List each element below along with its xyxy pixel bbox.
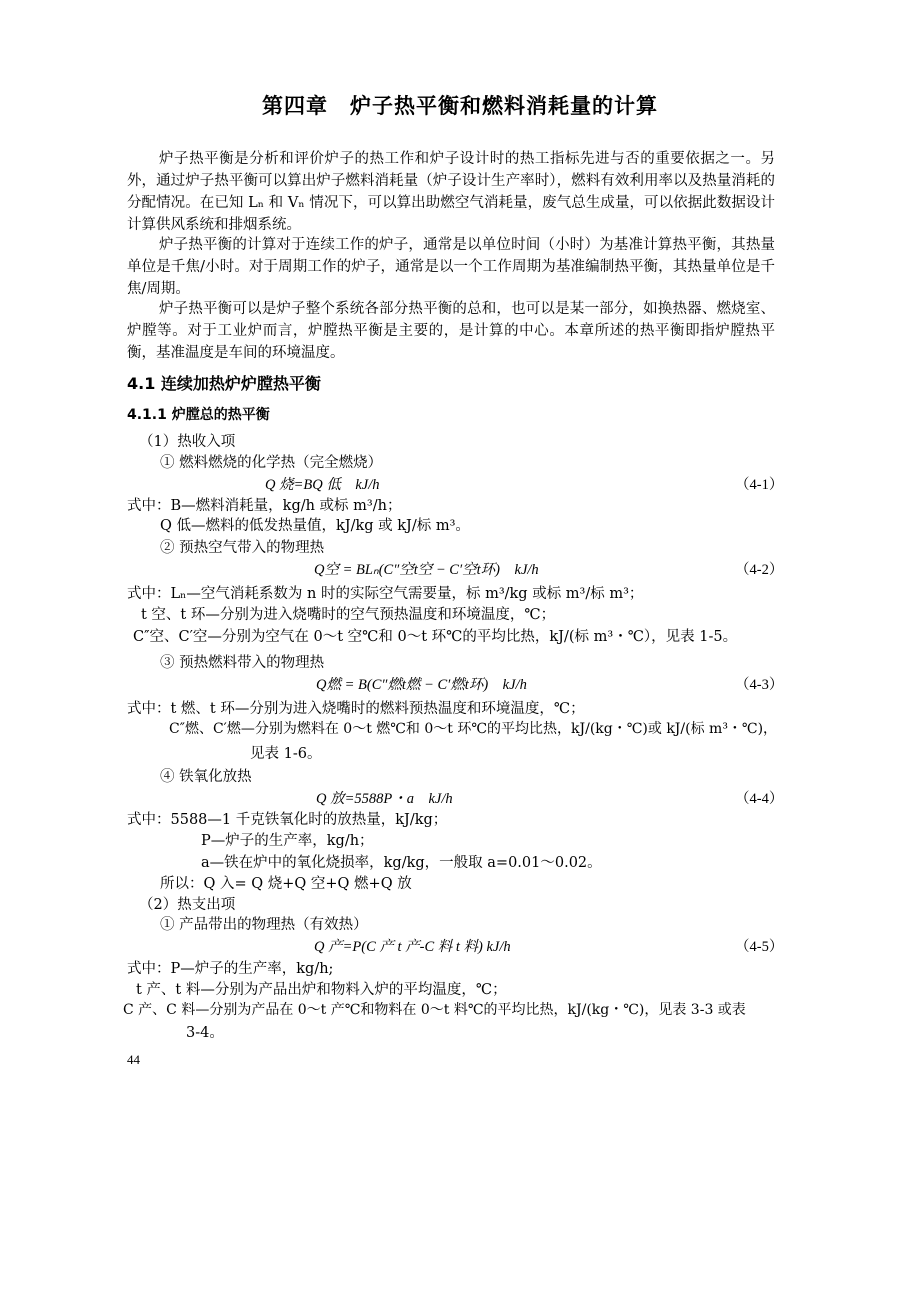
intro-paragraph-2: 炉子热平衡的计算对于连续工作的炉子，通常是以单位时间（小时）为基准计算热平衡，其热量单位是千焦/小时。对于周期工作的炉子，通常是以一个工作周期为基准编制热平衡，其热量单位是千焦/周期。 xyxy=(127,237,775,297)
equation-number-4-2: （4-2） xyxy=(735,562,784,578)
eq4-definition-2: P—炉子的生产率，kg/h； xyxy=(201,833,374,849)
eq4-definition-1: 式中：5588—1 千克铁氧化时的放热量，kJ/kg； xyxy=(127,812,448,828)
subsection-heading: 4.1.1 炉膛总的热平衡 xyxy=(127,407,270,423)
eq5-definition-1: 式中：P—炉子的生产率，kg/h; xyxy=(127,961,334,977)
section-heading: 4.1 连续加热炉炉膛热平衡 xyxy=(127,374,321,393)
eq5-definition-4: 3-4。 xyxy=(186,1025,224,1041)
eq4-definition-3: a—铁在炉中的氧化烧损率，kg/kg，一般取 a=0.01～0.02。 xyxy=(201,855,602,871)
equation-4-5: Q 产=P(C 产 t 产-C 料 t 料) kJ/h xyxy=(314,939,511,955)
item-4-heading: ④ 铁氧化放热 xyxy=(160,769,252,785)
eq1-definition-2: Q 低—燃料的低发热量值，kJ/kg 或 kJ/标 m³。 xyxy=(160,518,470,534)
eq1-definition-1: 式中：B—燃料消耗量，kg/h 或标 m³/h； xyxy=(127,498,402,514)
item-1-heading: ① 燃料燃烧的化学热（完全燃烧） xyxy=(160,455,383,471)
eq3-definition-2: C″燃、C′燃—分别为燃料在 0～t 燃℃和 0～t 环℃的平均比热，kJ/(kg・℃)或 kJ/(标 m³・℃)， xyxy=(169,721,778,737)
chapter-title: 第四章 炉子热平衡和燃料消耗量的计算 xyxy=(262,94,658,118)
equation-4-1: Q 烧=BQ 低 kJ/h xyxy=(265,477,380,493)
equation-number-4-4: （4-4） xyxy=(735,791,784,807)
outgo-heading: （2）热支出项 xyxy=(139,897,236,913)
equation-4-2: Q空 = BLₙ(C″空t空 − C′空t环) kJ/h xyxy=(314,562,539,578)
equation-4-3: Q燃 = B(C″燃t燃 − C′燃t环) kJ/h xyxy=(316,677,527,693)
income-heading: （1）热收入项 xyxy=(139,434,236,450)
heat-income-sum: 所以：Q 入= Q 烧+Q 空+Q 燃+Q 放 xyxy=(160,876,412,892)
intro-paragraph-1: 炉子热平衡是分析和评价炉子的热工作和炉子设计时的热工指标先进与否的重要依据之一。另外，通过炉子热平衡可以算出炉子燃料消耗量（炉子设计生产率时），燃料有效利用率以及热量消耗的分配情况。在已知 Lₙ 和 Vₙ 情况下，可以算出助燃空气消耗量，废气总生成量，可以依据此数据设计计算供风系统和排烟系统。 xyxy=(127,151,775,233)
eq3-definition-1: 式中：t 燃、t 环—分别为进入烧嘴时的燃料预热温度和环境温度，℃； xyxy=(127,701,585,717)
item-2-heading: ② 预热空气带入的物理热 xyxy=(160,540,325,556)
eq5-definition-3: C 产、C 料—分别为产品在 0～t 产℃和物料在 0～t 料℃的平均比热，kJ/(kg・℃)，见表 3-3 或表 xyxy=(123,1002,746,1018)
equation-number-4-1: （4-1） xyxy=(735,477,784,493)
equation-number-4-3: （4-3） xyxy=(735,677,784,693)
page-number: 44 xyxy=(127,1052,140,1067)
eq3-definition-3: 见表 1-6。 xyxy=(250,746,322,762)
intro-paragraph-3: 炉子热平衡可以是炉子整个系统各部分热平衡的总和，也可以是某一部分，如换热器、燃烧室、炉膛等。对于工业炉而言，炉膛热平衡是主要的，是计算的中心。本章所述的热平衡即指炉膛热平衡，基准温度是车间的环境温度。 xyxy=(127,301,775,361)
eq2-definition-2: t 空、t 环—分别为进入烧嘴时的空气预热温度和环境温度，℃； xyxy=(141,607,556,623)
equation-number-4-5: （4-5） xyxy=(735,939,784,955)
item-5-heading: ① 产品带出的物理热（有效热） xyxy=(160,917,368,933)
eq2-definition-1: 式中：Lₙ—空气消耗系数为 n 时的实际空气需要量，标 m³/kg 或标 m³/标 m³； xyxy=(127,586,644,602)
equation-4-4: Q 放=5588P・a kJ/h xyxy=(316,791,453,807)
eq2-definition-3: C″空、C′空—分别为空气在 0～t 空℃和 0～t 环℃的平均比热，kJ/(标 m³・℃），见表 1-5。 xyxy=(133,629,738,645)
eq5-definition-2: t 产、t 料—分别为产品出炉和物料入炉的平均温度，℃； xyxy=(136,982,507,998)
item-3-heading: ③ 预热燃料带入的物理热 xyxy=(160,655,325,671)
